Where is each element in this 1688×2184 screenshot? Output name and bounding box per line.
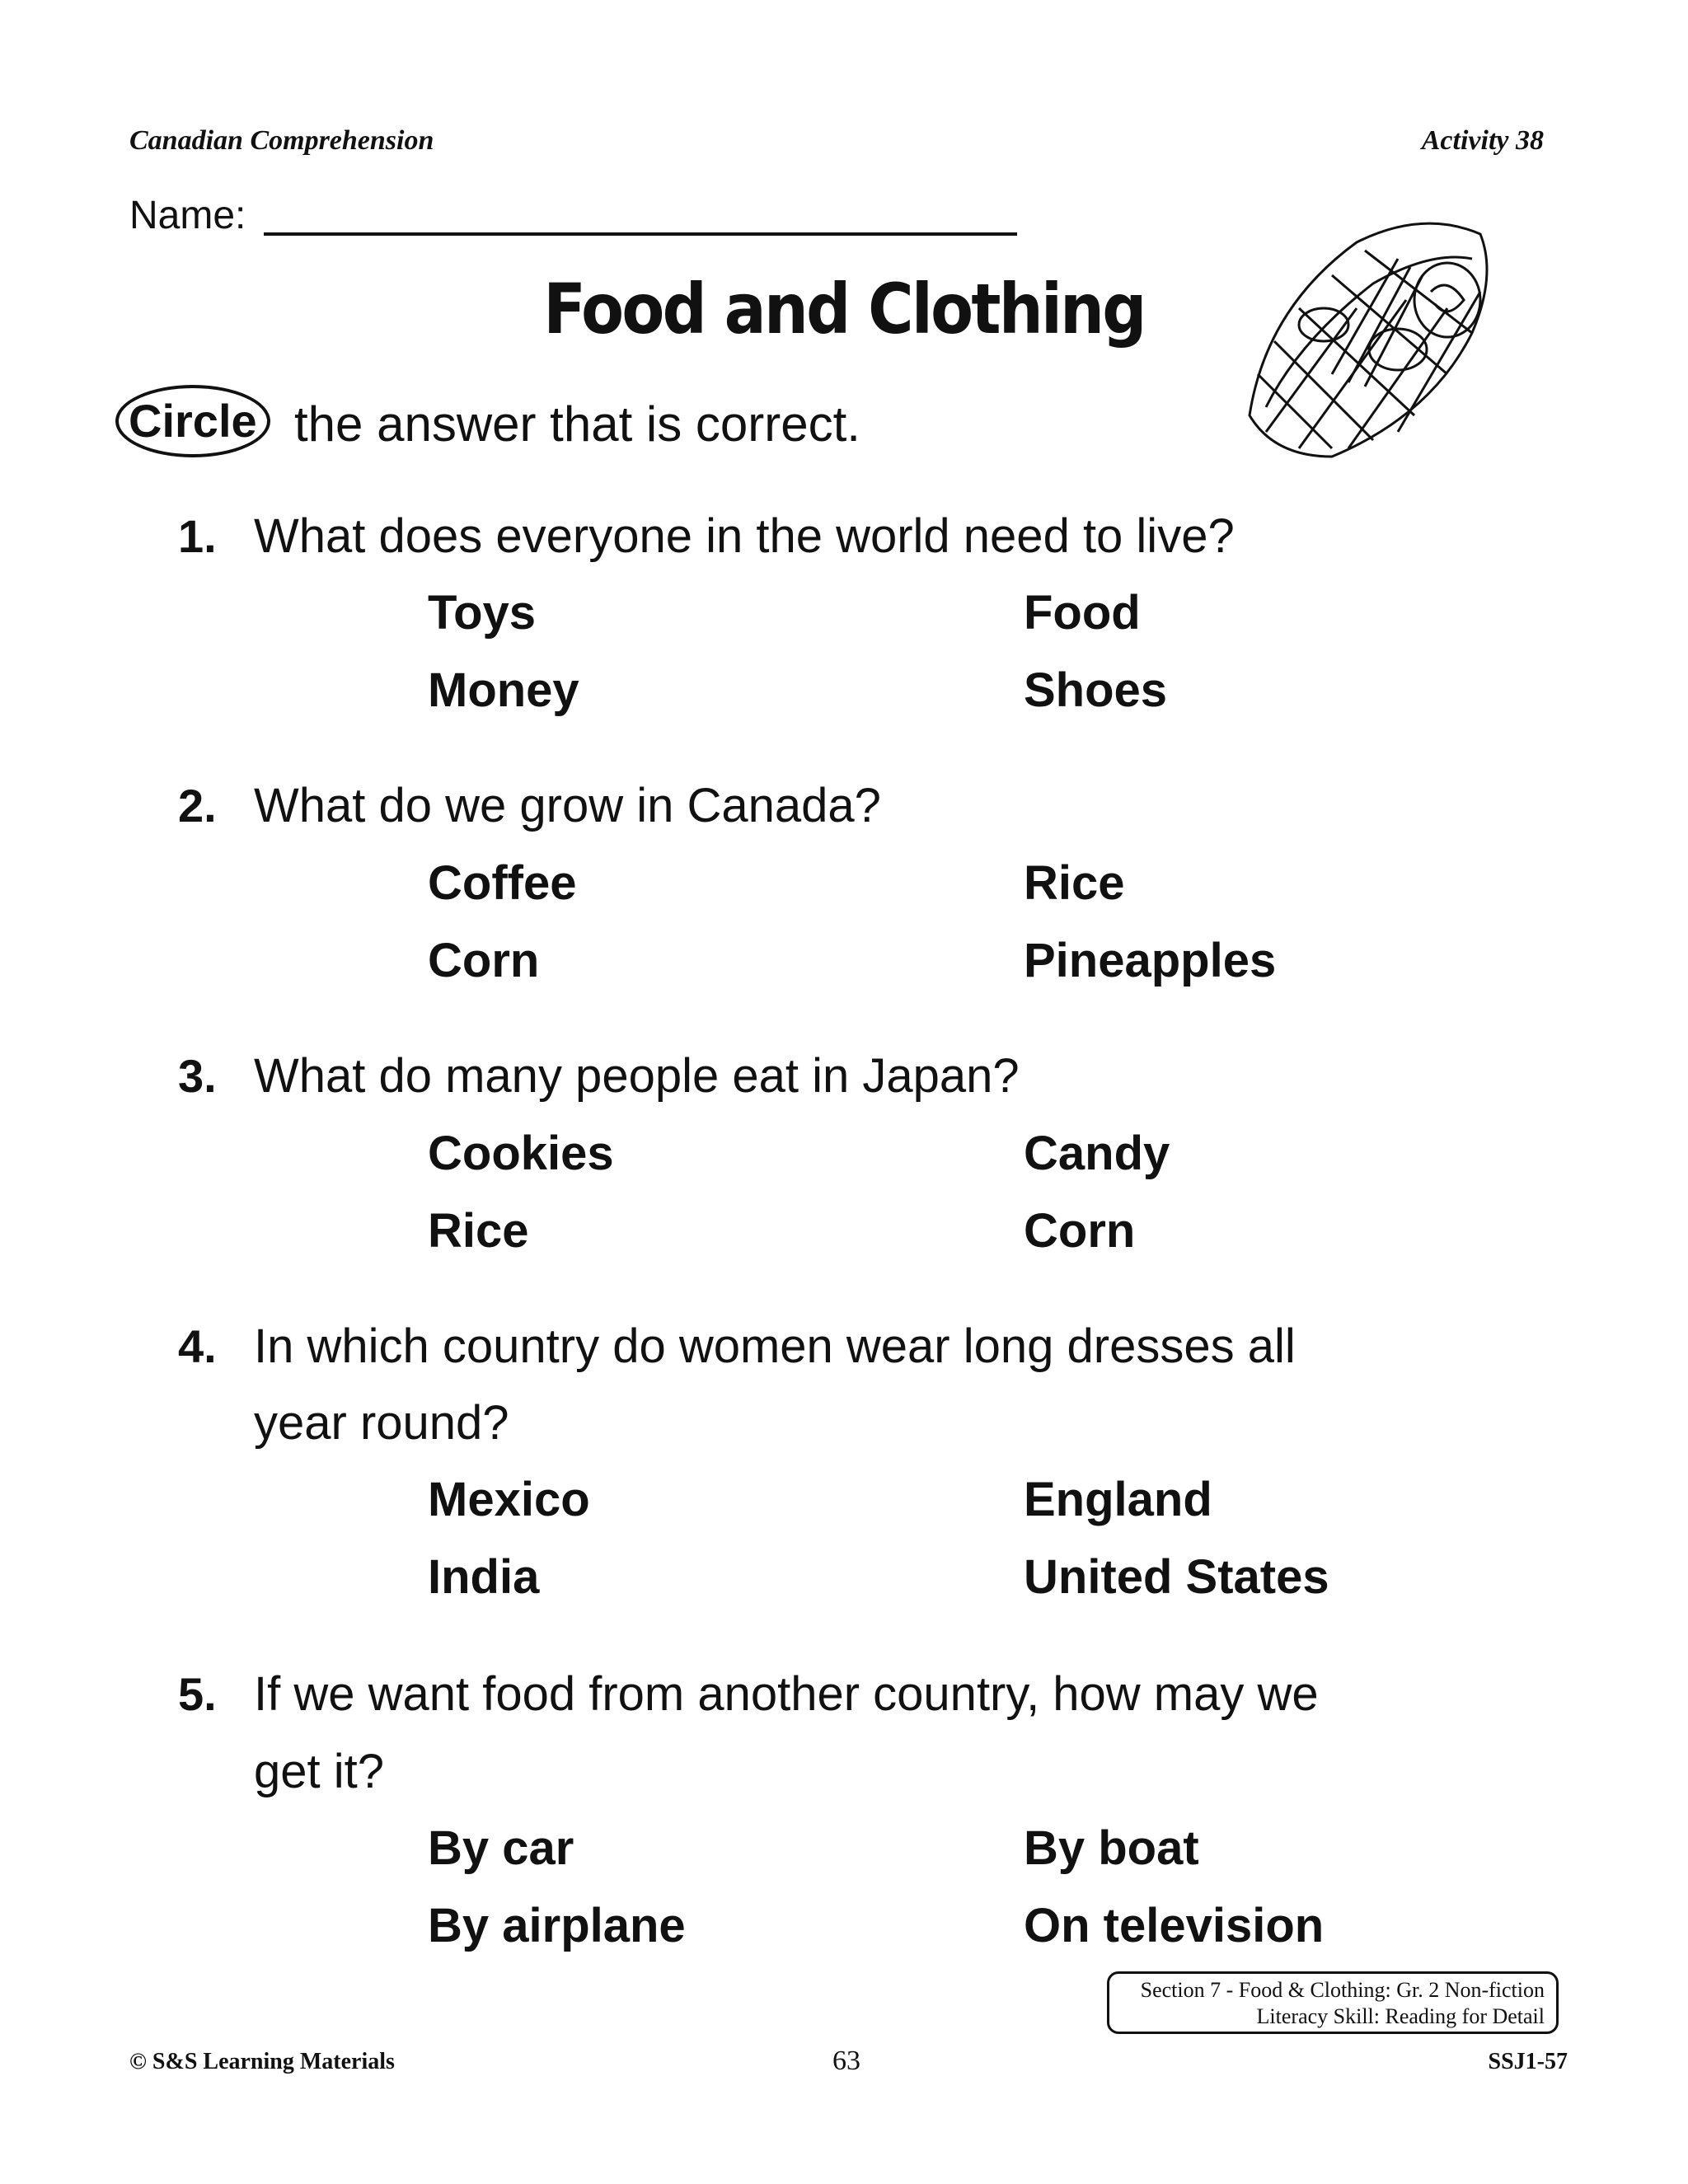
answer-option[interactable]: Pineapples <box>1024 934 1277 987</box>
question-number: 2. <box>178 780 217 832</box>
answer-option[interactable]: England <box>1024 1473 1212 1526</box>
question-text: get it? <box>254 1745 384 1798</box>
name-label: Name: <box>129 194 246 237</box>
answer-option[interactable]: Shoes <box>1024 663 1168 717</box>
section-line: Section 7 - Food & Clothing: Gr. 2 Non-fiction <box>1140 1978 1545 2002</box>
question-text: What does everyone in the world need to live? <box>254 509 1235 563</box>
name-field[interactable] <box>264 232 1017 236</box>
question-number: 4. <box>178 1320 217 1372</box>
answer-option[interactable]: Food <box>1024 586 1141 640</box>
skill-line: Literacy Skill: Reading for Detail <box>1256 2004 1545 2028</box>
page-number: 63 <box>832 2046 860 2076</box>
instruction-text: the answer that is correct. <box>294 396 860 452</box>
activity-number: Activity 38 <box>1421 125 1544 156</box>
question-number: 3. <box>178 1050 217 1102</box>
answer-option[interactable]: By airplane <box>428 1899 686 1952</box>
answer-option[interactable]: Corn <box>1024 1204 1136 1258</box>
answer-option[interactable]: Cookies <box>428 1127 614 1180</box>
vegetable-basket-icon <box>1233 209 1498 466</box>
question-text: What do many people eat in Japan? <box>254 1049 1020 1103</box>
answer-option[interactable]: On television <box>1024 1899 1325 1952</box>
answer-option[interactable]: United States <box>1024 1550 1329 1604</box>
answer-option[interactable]: By boat <box>1024 1821 1199 1875</box>
answer-option[interactable]: Rice <box>1024 856 1125 910</box>
answer-option[interactable]: Corn <box>428 934 540 987</box>
question-text: year round? <box>254 1396 509 1450</box>
answer-option[interactable]: Coffee <box>428 856 577 910</box>
question-text: What do we grow in Canada? <box>254 779 881 832</box>
question-number: 1. <box>178 510 217 562</box>
answer-option[interactable]: By car <box>428 1821 574 1875</box>
answer-option[interactable]: Candy <box>1024 1127 1170 1180</box>
answer-option[interactable]: India <box>428 1550 540 1604</box>
answer-option[interactable]: Money <box>428 663 579 717</box>
question-text: In which country do women wear long dresses all <box>254 1319 1296 1373</box>
answer-option[interactable]: Rice <box>428 1204 529 1258</box>
answer-option[interactable]: Mexico <box>428 1473 590 1526</box>
copyright: © S&S Learning Materials <box>129 2049 395 2074</box>
series-title: Canadian Comprehension <box>129 125 434 156</box>
answer-option[interactable]: Toys <box>428 586 537 640</box>
product-code: SSJ1-57 <box>1488 2049 1568 2074</box>
page-title: Food and Clothing <box>543 269 1145 349</box>
section-info-box <box>1107 1971 1559 2034</box>
question-text: If we want food from another country, how may we <box>254 1667 1319 1721</box>
circle-instruction-word: Circle <box>115 385 270 457</box>
question-number: 5. <box>178 1668 217 1720</box>
